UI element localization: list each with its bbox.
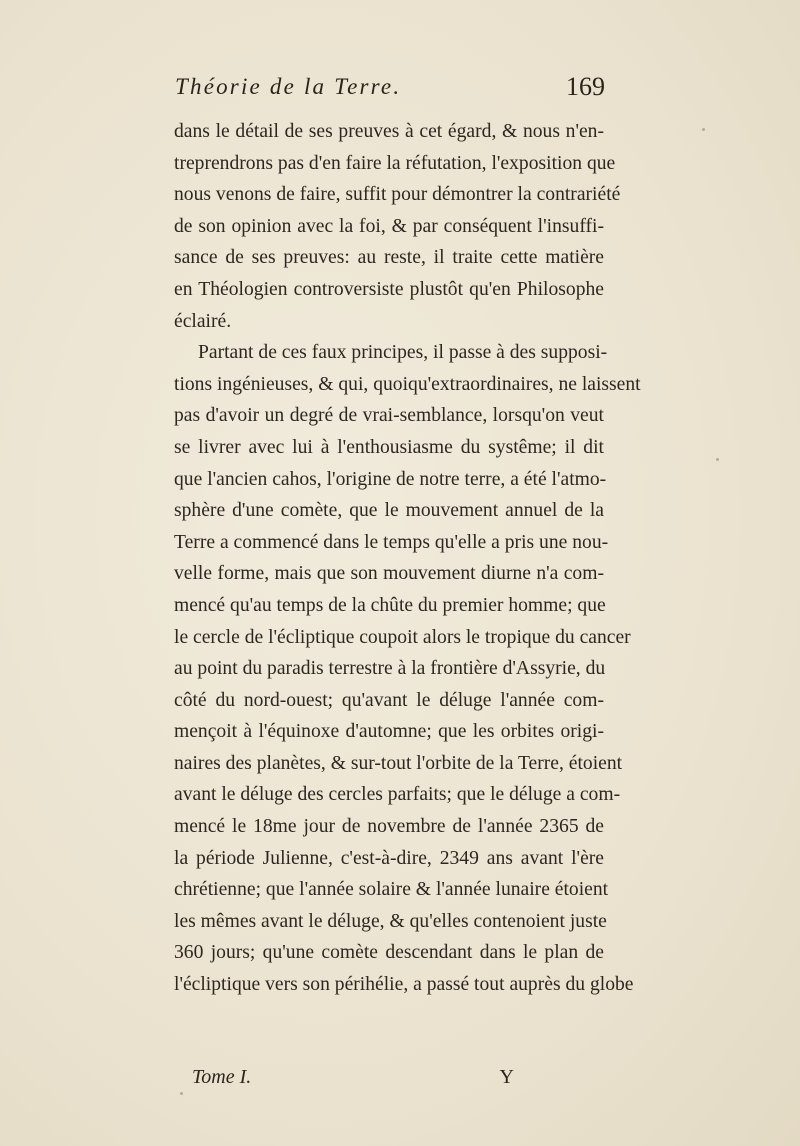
text-line: sance de ses preuves: au reste, il traite cette matière: [174, 247, 604, 269]
text-line: velle forme, mais que son mouvement diurne n'a com-: [174, 563, 604, 585]
text-line: treprendrons pas d'en faire la réfutation, l'exposition que: [174, 152, 616, 174]
text-line: que l'ancien cahos, l'origine de notre terre, a été l'atmo-: [174, 468, 607, 490]
text-line: Terre a commencé dans le temps qu'elle a pris une nou-: [174, 531, 609, 553]
text-line: la période Julienne, c'est-à-dire, 2349 ans avant l'ère: [174, 847, 604, 869]
text-line: de son opinion avec la foi, & par conséquent l'insuffi-: [174, 215, 604, 237]
text-line: dans le détail de ses preuves à cet égard, & nous n'en-: [174, 121, 604, 142]
text-line: les mêmes avant le déluge, & qu'elles contenoient juste: [174, 910, 607, 932]
text-line: éclairé.: [174, 310, 232, 332]
text-line: chrétienne; que l'année solaire & l'année lunaire étoient: [174, 879, 609, 901]
text-line: naires des planètes, & sur-tout l'orbite de la Terre, étoient: [174, 752, 623, 774]
signature-mark: Y: [499, 1066, 514, 1088]
text-line: tions ingénieuses, & qui, quoiqu'extraordinaires, ne laissent: [174, 373, 641, 395]
page-footer: [174, 1066, 514, 1094]
paragraph-start-line: Partant de ces faux principes, il passe à des supposi-: [198, 342, 608, 364]
text-line: avant le déluge des cercles parfaits; que le déluge a com-: [174, 784, 621, 806]
text-line: l'écliptique vers son périhélie, a passé tout auprès du globe: [174, 974, 634, 996]
text-line: mençoit à l'équinoxe d'automne; que les orbites origi-: [174, 721, 604, 743]
page-number: 169: [566, 72, 605, 101]
text-line: le cercle de l'écliptique coupoit alors le tropique du cancer: [174, 626, 631, 648]
text-line: se livrer avec lui à l'enthousiasme du systême; il dit: [174, 436, 604, 458]
text-line: au point du paradis terrestre à la frontière d'Assyrie, du: [174, 658, 606, 680]
paper-speck: [180, 1092, 183, 1095]
body-text: [174, 116, 641, 1001]
text-line: mencé qu'au temps de la chûte du premier homme; que: [174, 594, 606, 616]
text-line: nous venons de faire, suffit pour démontrer la contrariété: [174, 184, 621, 206]
text-line: côté du nord-ouest; qu'avant le déluge l'année com-: [174, 689, 604, 711]
text-line: 360 jours; qu'une comète descendant dans le plan de: [174, 942, 604, 964]
volume-label: Tome I.: [192, 1066, 252, 1088]
paper-speck: [702, 128, 705, 131]
running-head: [175, 72, 605, 108]
text-line: en Théologien controversiste plustôt qu'en Philosophe: [174, 278, 604, 300]
running-title: Théorie de la Terre.: [175, 74, 402, 99]
text-line: sphère d'une comète, que le mouvement annuel de la: [174, 500, 604, 522]
text-line: pas d'avoir un degré de vrai-semblance, lorsqu'on veut: [174, 405, 604, 427]
text-line: mencé le 18me jour de novembre de l'année 2365 de: [174, 816, 604, 838]
paper-speck: [716, 458, 719, 461]
